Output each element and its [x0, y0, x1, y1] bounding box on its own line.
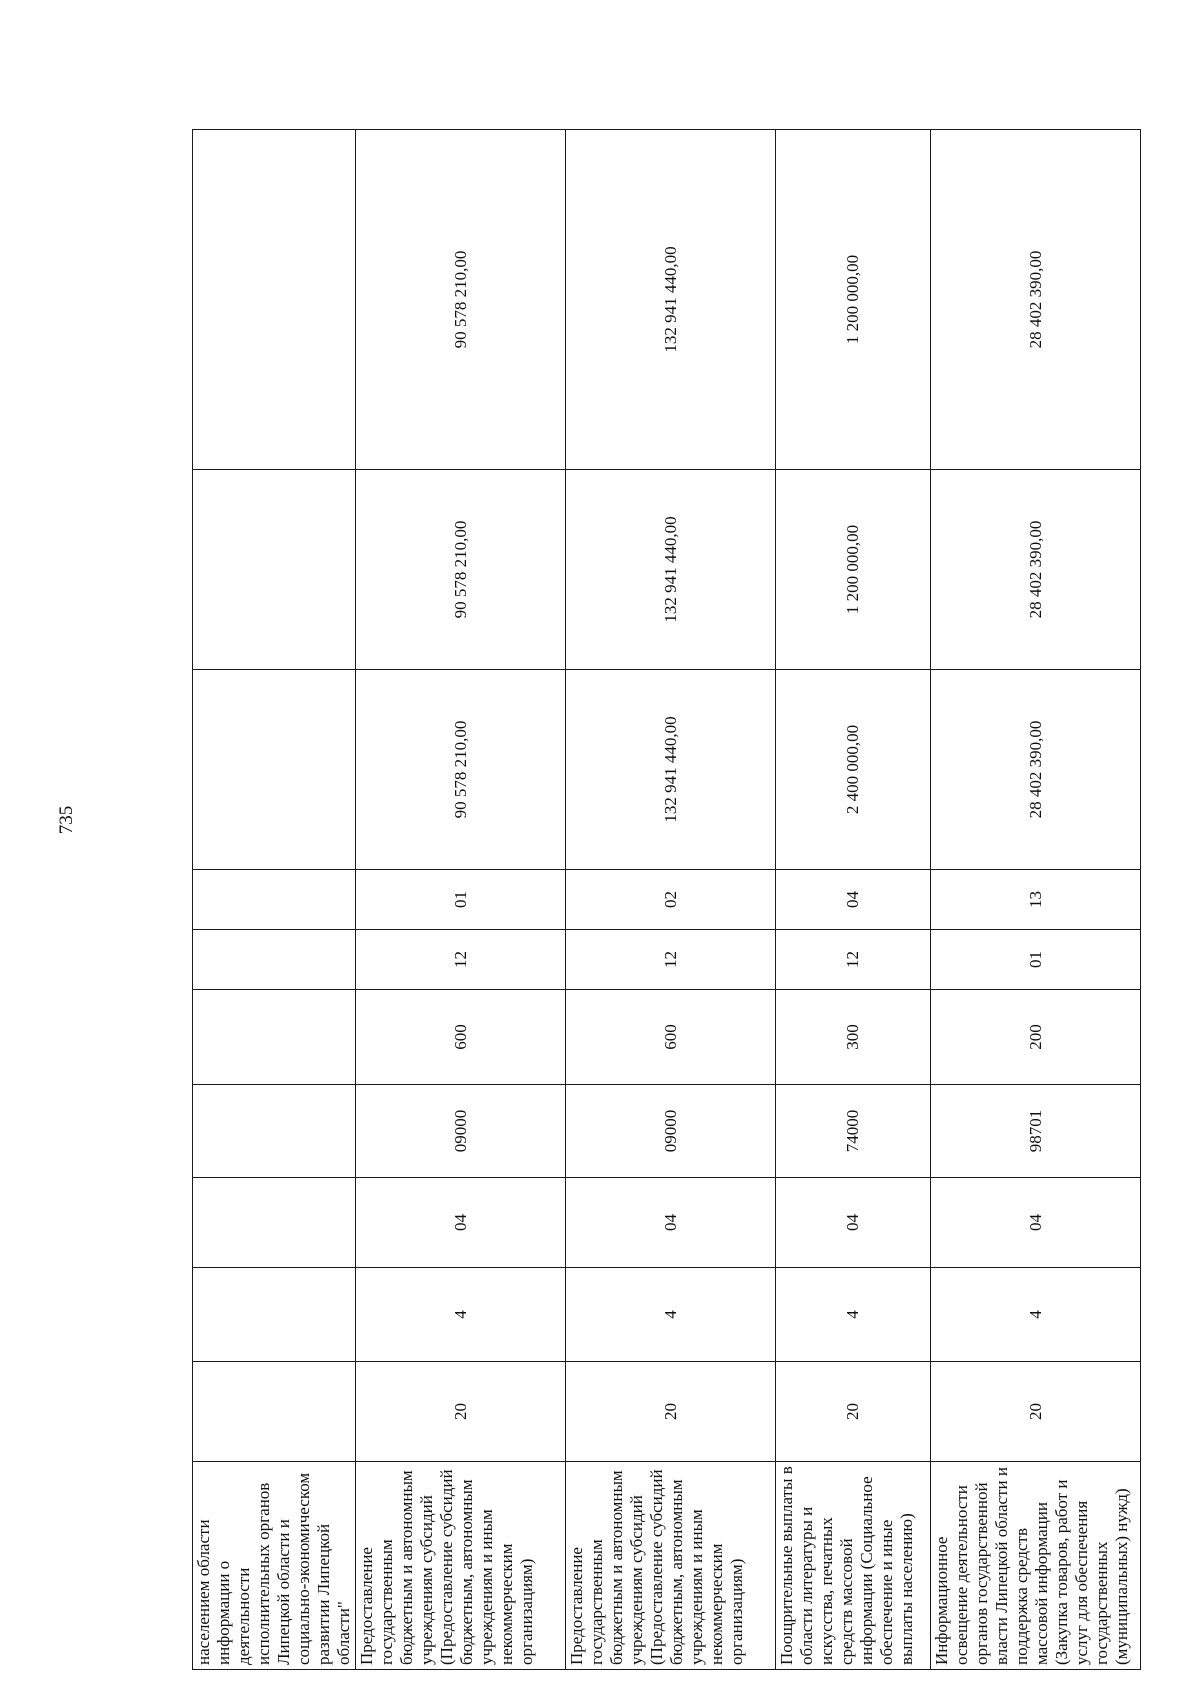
page-number: 735 [56, 805, 77, 835]
row-description: населением области информации о деятельности исполнительных органов Липецкой области и социально-экономическом развитии Липецкой области" [193, 1462, 356, 1670]
row-amount-3: 28 402 390,00 [931, 130, 1141, 470]
row-code-1: 20 [776, 1362, 931, 1462]
table-row [931, 130, 1141, 1670]
row-amount-1 [193, 670, 356, 870]
row-code-6: 12 [566, 930, 776, 990]
row-code-1: 20 [356, 1362, 566, 1462]
table-row [193, 130, 356, 1670]
row-code-5 [193, 990, 356, 1085]
row-code-5: 300 [776, 990, 931, 1085]
row-code-3: 04 [776, 1178, 931, 1268]
row-amount-3: 90 578 210,00 [356, 130, 566, 470]
row-amount-2: 132 941 440,00 [566, 470, 776, 670]
row-code-4: 74000 [776, 1085, 931, 1178]
row-code-1: 20 [931, 1362, 1141, 1462]
row-amount-1: 2 400 000,00 [776, 670, 931, 870]
row-code-5: 600 [356, 990, 566, 1085]
row-code-2: 4 [356, 1268, 566, 1362]
row-amount-3 [193, 130, 356, 470]
row-code-6: 01 [931, 930, 1141, 990]
row-description: Предоставление государственным бюджетным и автономным учреждениям субсидий (Предоставление субсидий бюджетным, автономным учреждениям и иным некоммерческим организациям) [356, 1462, 566, 1670]
budget-table [192, 129, 1141, 1670]
row-code-1: 20 [566, 1362, 776, 1462]
row-code-5: 600 [566, 990, 776, 1085]
row-amount-2: 1 200 000,00 [776, 470, 931, 670]
row-code-7: 13 [931, 870, 1141, 930]
row-amount-1: 132 941 440,00 [566, 670, 776, 870]
table-row [566, 130, 776, 1670]
row-code-5: 200 [931, 990, 1141, 1085]
row-description: Поощрительные выплаты в области литературы и искусства, печатных средств массовой информации (Социальное обеспечение и иные выплаты населению) [776, 1462, 931, 1670]
row-code-4: 98701 [931, 1085, 1141, 1178]
row-code-4: 09000 [566, 1085, 776, 1178]
row-amount-1: 28 402 390,00 [931, 670, 1141, 870]
rotated-page-content [50, 130, 1200, 1670]
row-code-2: 4 [931, 1268, 1141, 1362]
row-amount-2 [193, 470, 356, 670]
row-amount-2: 90 578 210,00 [356, 470, 566, 670]
row-code-3 [193, 1178, 356, 1268]
row-code-6: 12 [356, 930, 566, 990]
row-code-1 [193, 1362, 356, 1462]
row-code-2: 4 [566, 1268, 776, 1362]
row-code-3: 04 [566, 1178, 776, 1268]
row-code-3: 04 [356, 1178, 566, 1268]
row-code-4 [193, 1085, 356, 1178]
row-code-2 [193, 1268, 356, 1362]
row-description: Предоставление государственным бюджетным и автономным учреждениям субсидий (Предоставление субсидий бюджетным, автономным учреждениям и иным некоммерческим организациям) [566, 1462, 776, 1670]
table-row [776, 130, 931, 1670]
row-amount-1: 90 578 210,00 [356, 670, 566, 870]
row-amount-3: 1 200 000,00 [776, 130, 931, 470]
row-amount-3: 132 941 440,00 [566, 130, 776, 470]
row-code-7: 01 [356, 870, 566, 930]
row-code-3: 04 [931, 1178, 1141, 1268]
row-code-7 [193, 870, 356, 930]
row-amount-2: 28 402 390,00 [931, 470, 1141, 670]
row-code-4: 09000 [356, 1085, 566, 1178]
row-description: Информационное освещение деятельности органов государственной власти Липецкой области и поддержка средств массовой информации (Закупка товаров, работ и услуг для обеспечения государственных (муниципальных) нужд) [931, 1462, 1141, 1670]
row-code-7: 04 [776, 870, 931, 930]
row-code-2: 4 [776, 1268, 931, 1362]
row-code-7: 02 [566, 870, 776, 930]
row-code-6 [193, 930, 356, 990]
row-code-6: 12 [776, 930, 931, 990]
table-row [356, 130, 566, 1670]
